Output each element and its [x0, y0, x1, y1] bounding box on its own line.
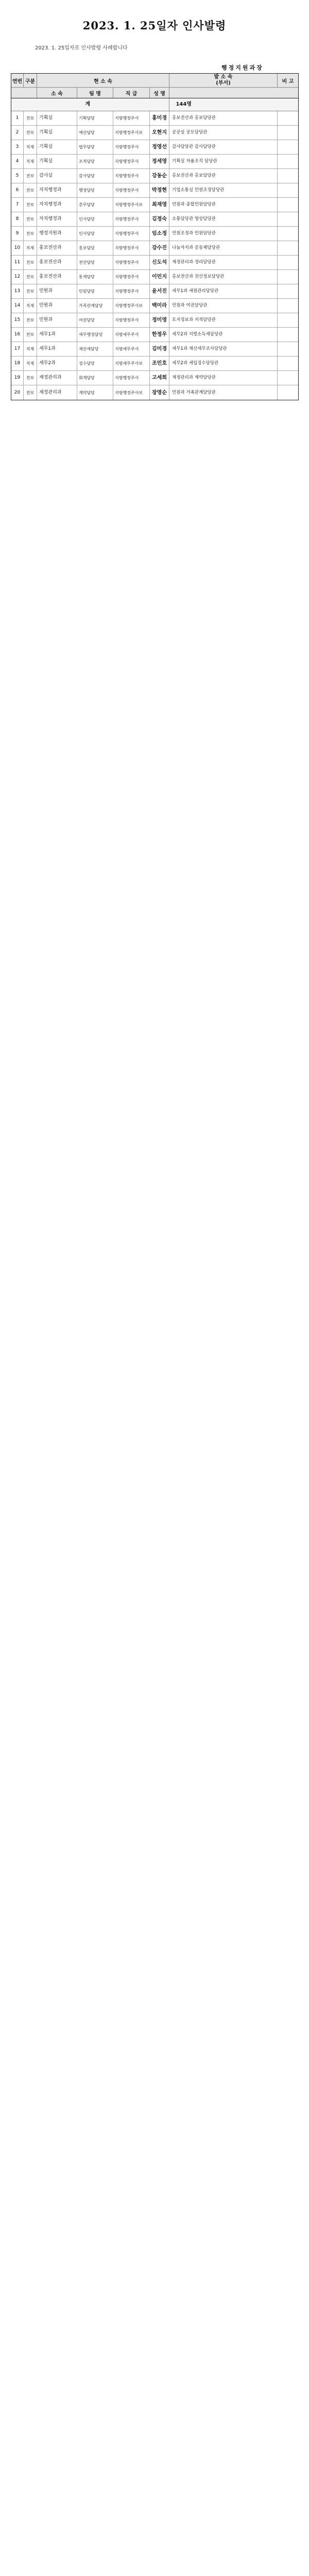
- row-team: 계약담당: [77, 385, 113, 400]
- row-dept: 감사실: [37, 169, 77, 183]
- row-job: 지방행정주사: [113, 270, 150, 284]
- row-job: 지방세무주사보: [113, 357, 150, 370]
- header-dept: 소 속: [37, 88, 77, 98]
- row-job: 지방행정주사: [113, 241, 150, 255]
- row-remarks: [278, 313, 298, 327]
- row-name: 장영순: [150, 385, 169, 400]
- row-job: 지방행정주사: [113, 169, 150, 183]
- row-no: 16: [11, 328, 24, 342]
- header-no: 연번: [11, 74, 24, 87]
- row-team: 회계담당: [77, 371, 113, 385]
- row-new-assign: 세무2과 세입징수담당관: [169, 357, 278, 370]
- row-dept: 행정지원과: [37, 227, 77, 241]
- row-type: 직제: [24, 299, 37, 313]
- row-name: 최재영: [150, 198, 169, 212]
- row-no: 13: [11, 284, 24, 298]
- header-new-assign: 발 소 속 (부서): [169, 74, 278, 87]
- row-no: 4: [11, 155, 24, 168]
- row-no: 3: [11, 140, 24, 154]
- row-name: 강수진: [150, 241, 169, 255]
- table-row: [11, 183, 298, 198]
- row-job: 지방행정주사: [113, 183, 150, 197]
- row-dept: 홍보전산과: [37, 270, 77, 284]
- row-remarks: [278, 227, 298, 241]
- table-row: [11, 371, 298, 385]
- row-name: 김정숙: [150, 212, 169, 226]
- personnel-table: [11, 73, 299, 400]
- row-no: 12: [11, 270, 24, 284]
- row-job: 지방행정주사: [113, 313, 150, 327]
- row-type: 전보: [24, 227, 37, 241]
- row-type: 전보: [24, 111, 37, 125]
- table-row: [11, 256, 298, 270]
- row-no: 2: [11, 126, 24, 140]
- row-dept: 민원과: [37, 299, 77, 313]
- row-dept: 민원과: [37, 284, 77, 298]
- table-row: [11, 357, 298, 371]
- row-dept: 기획실: [37, 126, 77, 140]
- row-dept: 세무1과: [37, 342, 77, 356]
- row-dept: 자치행정과: [37, 212, 77, 226]
- table-row: [11, 198, 298, 212]
- row-new-assign: 민원조정과 민원담당관: [169, 227, 278, 241]
- row-team: 인사담당: [77, 212, 113, 226]
- row-no: 7: [11, 198, 24, 212]
- row-team: 인사담당: [77, 227, 113, 241]
- row-new-assign: 기업소통실 민원조정담당관: [169, 183, 278, 197]
- summary-count: 144명: [176, 101, 192, 107]
- header-team: 팀 명: [77, 88, 113, 98]
- row-team: 예산담당: [77, 126, 113, 140]
- row-remarks: [278, 126, 298, 140]
- row-new-assign: 나눔자치과 공동체담당관: [169, 241, 278, 255]
- row-type: 전보: [24, 270, 37, 284]
- table-row: [11, 126, 298, 140]
- row-type: 전보: [24, 169, 37, 183]
- row-dept: 자치행정과: [37, 198, 77, 212]
- row-team: 통계담당: [77, 270, 113, 284]
- row-name: 백미라: [150, 299, 169, 313]
- table-body: [11, 111, 298, 400]
- row-new-assign: 기획실 자율조직 담당관: [169, 155, 278, 168]
- row-job: 지방행정주사: [113, 140, 150, 154]
- row-remarks: [278, 111, 298, 125]
- header-type: 구분: [24, 74, 37, 87]
- row-type: 직제: [24, 357, 37, 370]
- row-dept: 홍보전산과: [37, 241, 77, 255]
- row-new-assign: 토지정보과 지적담당관: [169, 313, 278, 327]
- row-team: 민원담당: [77, 284, 113, 298]
- row-job: 지방행정주사: [113, 155, 150, 168]
- row-no: 20: [11, 385, 24, 400]
- row-dept: 재정관리과: [37, 385, 77, 400]
- row-type: 직제: [24, 140, 37, 154]
- row-dept: 세무1과: [37, 328, 77, 342]
- header-job: 직 급: [113, 88, 150, 98]
- row-new-assign: 민원과 여권담당관: [169, 299, 278, 313]
- row-remarks: [278, 299, 298, 313]
- row-type: 전보: [24, 385, 37, 400]
- row-team: 총무담당: [77, 198, 113, 212]
- row-name: 강동순: [150, 169, 169, 183]
- header-current-group: 현 소 속: [37, 74, 169, 87]
- table-row: [11, 169, 298, 183]
- row-no: 8: [11, 212, 24, 226]
- row-team: 여권담당: [77, 313, 113, 327]
- row-type: 전보: [24, 313, 37, 327]
- row-type: 전보: [24, 284, 37, 298]
- row-name: 임소정: [150, 227, 169, 241]
- row-remarks: [278, 385, 298, 400]
- row-new-assign: 재정관리과 경리담당관: [169, 256, 278, 269]
- row-no: 10: [11, 241, 24, 255]
- row-dept: 기획실: [37, 140, 77, 154]
- table-header: [11, 74, 298, 98]
- row-no: 17: [11, 342, 24, 356]
- document-title: 2023. 1. 25일자 인사발령: [82, 19, 227, 32]
- row-team: 재산세담당: [77, 342, 113, 356]
- row-team: 전산담당: [77, 256, 113, 269]
- issuing-org: 행정지원과장: [221, 64, 264, 71]
- table-row: [11, 241, 298, 256]
- row-dept: 기획실: [37, 155, 77, 168]
- row-remarks: [278, 183, 298, 197]
- row-team: 감사담당: [77, 169, 113, 183]
- row-remarks: [278, 212, 298, 226]
- row-name: 홍미경: [150, 111, 169, 125]
- row-job: 지방행정주사보: [113, 299, 150, 313]
- document-note: 2023. 1. 25일자로 인사발령 사례합니다: [35, 45, 128, 51]
- table-row: [11, 328, 298, 342]
- row-name: 정미영: [150, 313, 169, 327]
- table-row: [11, 155, 298, 169]
- row-remarks: [278, 256, 298, 269]
- row-remarks: [278, 357, 298, 370]
- header-name: 성 명: [150, 88, 169, 98]
- row-new-assign: 민원과 가족관계담당관: [169, 385, 278, 400]
- table-row: [11, 299, 298, 313]
- row-dept: 재정관리과: [37, 371, 77, 385]
- row-name: 조민호: [150, 357, 169, 370]
- row-remarks: [278, 140, 298, 154]
- row-name: 고세희: [150, 371, 169, 385]
- row-no: 6: [11, 183, 24, 197]
- row-no: 14: [11, 299, 24, 313]
- row-new-assign: 세무1과 재산세무조사담당관: [169, 342, 278, 356]
- row-new-assign: 감사담당관 감사담당관: [169, 140, 278, 154]
- row-new-assign: 홍보전산과 홍보담당관: [169, 169, 278, 183]
- row-job: 지방세무주사: [113, 342, 150, 356]
- row-new-assign: 홍보전산과 전산정보담당관: [169, 270, 278, 284]
- row-job: 지방행정주사: [113, 212, 150, 226]
- row-dept: 홍보전산과: [37, 256, 77, 269]
- row-new-assign: 소통담당관 영상담당관: [169, 212, 278, 226]
- row-new-assign: 재정관리과 계약담당관: [169, 371, 278, 385]
- row-job: 지방세무주사: [113, 328, 150, 342]
- row-remarks: [278, 241, 298, 255]
- row-remarks: [278, 342, 298, 356]
- table-row: [11, 313, 298, 328]
- row-dept: 자치행정과: [37, 183, 77, 197]
- row-remarks: [278, 328, 298, 342]
- row-new-assign: 공공실 공모담당관: [169, 126, 278, 140]
- table-row: [11, 385, 298, 400]
- table-row: [11, 111, 298, 126]
- row-name: 정영선: [150, 140, 169, 154]
- row-dept: 세무2과: [37, 357, 77, 370]
- row-name: 한정우: [150, 328, 169, 342]
- row-name: 신도석: [150, 256, 169, 269]
- row-type: 직제: [24, 241, 37, 255]
- row-team: 행정담당: [77, 183, 113, 197]
- table-row: [11, 140, 298, 155]
- row-no: 19: [11, 371, 24, 385]
- row-no: 11: [11, 256, 24, 269]
- row-team: 징수담당: [77, 357, 113, 370]
- row-job: 지방행정주사보: [113, 385, 150, 400]
- row-type: 전보: [24, 328, 37, 342]
- row-team: 법무담당: [77, 140, 113, 154]
- row-remarks: [278, 169, 298, 183]
- header-remarks: 비 고: [282, 78, 294, 84]
- row-dept: 기획실: [37, 111, 77, 125]
- row-new-assign: 세무1과 세원관리담당관: [169, 284, 278, 298]
- row-job: 지방행정주사: [113, 111, 150, 125]
- row-new-assign: 홍보전산과 홍보담당관: [169, 111, 278, 125]
- row-team: 세무행정담당: [77, 328, 113, 342]
- row-job: 지방행정주사: [113, 284, 150, 298]
- row-type: 전보: [24, 183, 37, 197]
- row-dept: 민원과: [37, 313, 77, 327]
- row-type: 전보: [24, 198, 37, 212]
- row-job: 지방행정주사: [113, 256, 150, 269]
- row-type: 직제: [24, 342, 37, 356]
- row-remarks: [278, 284, 298, 298]
- row-name: 김미경: [150, 342, 169, 356]
- row-remarks: [278, 270, 298, 284]
- row-job: 지방행정주사보: [113, 126, 150, 140]
- row-team: 기획담당: [77, 111, 113, 125]
- table-row: [11, 270, 298, 284]
- row-no: 5: [11, 169, 24, 183]
- row-team: 가족관계담당: [77, 299, 113, 313]
- table-row: [11, 227, 298, 241]
- table-row: [11, 212, 298, 227]
- row-remarks: [278, 155, 298, 168]
- row-no: 1: [11, 111, 24, 125]
- row-job: 지방행정주사보: [113, 198, 150, 212]
- row-new-assign: 세무2과 지방소득세담당관: [169, 328, 278, 342]
- row-remarks: [278, 371, 298, 385]
- row-type: 전보: [24, 371, 37, 385]
- summary-label: 계: [11, 98, 169, 111]
- row-type: 전보: [24, 256, 37, 269]
- row-type: 전보: [24, 212, 37, 226]
- table-row: [11, 342, 298, 357]
- row-no: 9: [11, 227, 24, 241]
- row-job: 지방행정주사: [113, 371, 150, 385]
- row-name: 오현지: [150, 126, 169, 140]
- row-type: 직제: [24, 155, 37, 168]
- row-team: 조직담당: [77, 155, 113, 168]
- row-name: 박정현: [150, 183, 169, 197]
- row-job: 지방행정주사: [113, 227, 150, 241]
- row-name: 정세영: [150, 155, 169, 168]
- row-name: 윤서진: [150, 284, 169, 298]
- row-new-assign: 민원과 종합민원담당관: [169, 198, 278, 212]
- row-name: 이민지: [150, 270, 169, 284]
- row-team: 홍보담당: [77, 241, 113, 255]
- row-no: 18: [11, 357, 24, 370]
- row-remarks: [278, 198, 298, 212]
- summary-row: [11, 98, 298, 111]
- row-type: 전보: [24, 126, 37, 140]
- table-row: [11, 284, 298, 299]
- row-no: 15: [11, 313, 24, 327]
